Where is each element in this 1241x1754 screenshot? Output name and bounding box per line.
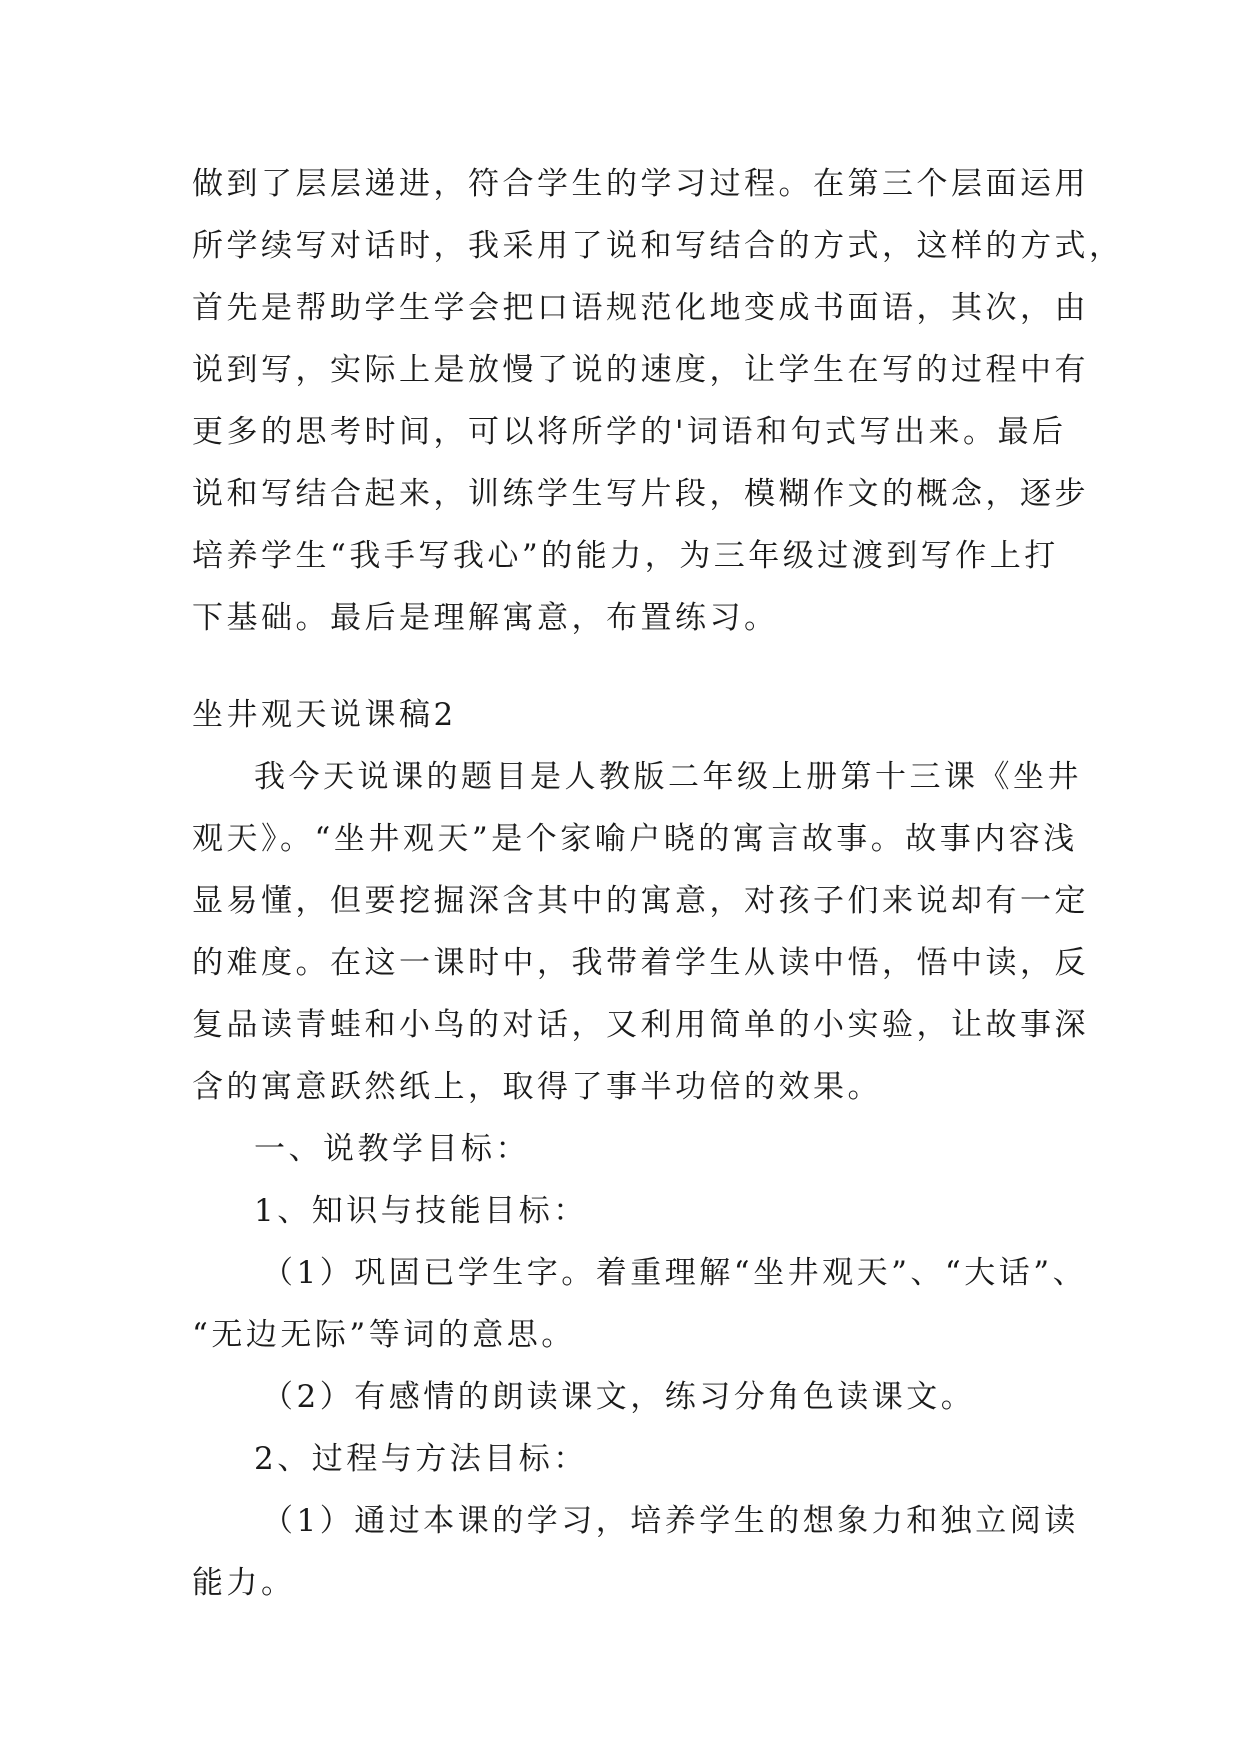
text-line: 做到了层层递进，符合学生的学习过程。在第三个层面运用 (192, 166, 1089, 202)
continuation-paragraph (192, 153, 1124, 649)
goal-item-line: “无边无际”等词的意思。 (192, 1317, 576, 1353)
intro-line: 含的寓意跃然纸上，取得了事半功倍的效果。 (192, 1069, 882, 1105)
text-line: 下基础。最后是理解寓意，布置练习。 (192, 600, 779, 636)
goal-item-line: （1）通过本课的学习，培养学生的想象力和独立阅读 (262, 1503, 1079, 1539)
goal-item-line: （1）巩固已学生字。着重理解“坐井观天”、“大话”、 (262, 1255, 1088, 1291)
text-line: 培养学生“我手写我心”的能力，为三年级过渡到写作上打 (192, 538, 1059, 574)
intro-line: 复品读青蛙和小鸟的对话，又利用简单的小实验，让故事深 (192, 1007, 1089, 1043)
text-line: 说和写结合起来，训练学生写片段，模糊作文的概念，逐步 (192, 476, 1089, 512)
text-line: 更多的思考时间，可以将所学的'词语和句式写出来。最后 (192, 414, 1067, 450)
goal-item: （2）有感情的朗读课文，练习分角色读课文。 (262, 1379, 976, 1415)
text-line: 所学续写对话时，我采用了说和写结合的方式，这样的方式， (192, 228, 1124, 264)
intro-line: 观天》。“坐井观天”是个家喻户晓的寓言故事。故事内容浅 (192, 821, 1078, 857)
section-body (192, 684, 1089, 1614)
goal-item-line: 能力。 (192, 1565, 296, 1601)
subheading-knowledge-skills: 1、知识与技能目标： (254, 1193, 588, 1229)
section-title: 坐井观天说课稿2 (192, 697, 457, 733)
intro-line: 显易懂，但要挖掘深含其中的寓意，对孩子们来说却有一定 (192, 883, 1089, 919)
heading-teaching-goals: 一、说教学目标： (254, 1131, 530, 1167)
intro-line: 我今天说课的题目是人教版二年级上册第十三课《坐井 (254, 759, 1082, 795)
subheading-process-method: 2、过程与方法目标： (254, 1441, 588, 1477)
text-line: 首先是帮助学生学会把口语规范化地变成书面语，其次，由 (192, 290, 1089, 326)
intro-line: 的难度。在这一课时中，我带着学生从读中悟，悟中读，反 (192, 945, 1089, 981)
text-line: 说到写，实际上是放慢了说的速度，让学生在写的过程中有 (192, 352, 1089, 388)
